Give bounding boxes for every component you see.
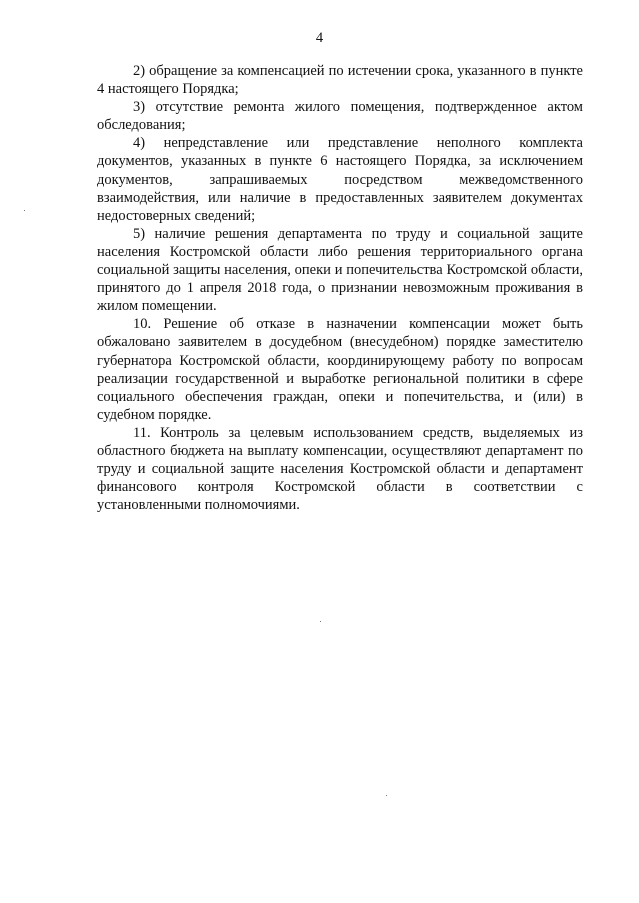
page-number: 4: [315, 30, 324, 46]
section-11-paragraph: 11. Контроль за целевым использованием средств, выделяемых из областного бюджета на выплату компенсации, осуществляют департамент по труду и социальной защите населения Костромской области и департамент финансового контроля Костромской области в соответствии с установленными полномочиями.: [97, 424, 583, 514]
list-item-2: 2) обращение за компенсацией по истечении срока, указанного в пункте 4 настоящего Порядка;: [97, 63, 583, 98]
section-10-paragraph: 10. Решение об отказе в назначении компенсации может быть обжаловано заявителем в досудебном (внесудебном) порядке заместителю губернатора Костромской области, координирующему работу по вопросам реализации государственной и выработке региональной политики в сфере социального обеспечения граждан, опеки и попечительства, и (или) в судебном порядке.: [97, 316, 583, 423]
scan-speck: [24, 210, 25, 211]
list-item-3: 3) отсутствие ремонта жилого помещения, подтвержденное актом обследования;: [97, 99, 583, 134]
list-item-4: 4) непредставление или представление неполного комплекта документов, указанных в пункте 6 настоящего Порядка, за исключением документов, запрашиваемых посредством межведомственного взаимодействия, или наличие в предоставленных заявителем документах недостоверных сведений;: [97, 135, 583, 224]
scan-speck: [320, 621, 321, 622]
list-item-5: 5) наличие решения департамента по труду и социальной защите населения Костромской области либо решения территориального органа социальной защиты населения, опеки и попечительства Костромской области, принятого до 1 апреля 2018 года, о признании невозможным проживания в жилом помещении.: [97, 225, 583, 315]
document-body: [97, 62, 583, 514]
scan-speck: [386, 795, 387, 796]
